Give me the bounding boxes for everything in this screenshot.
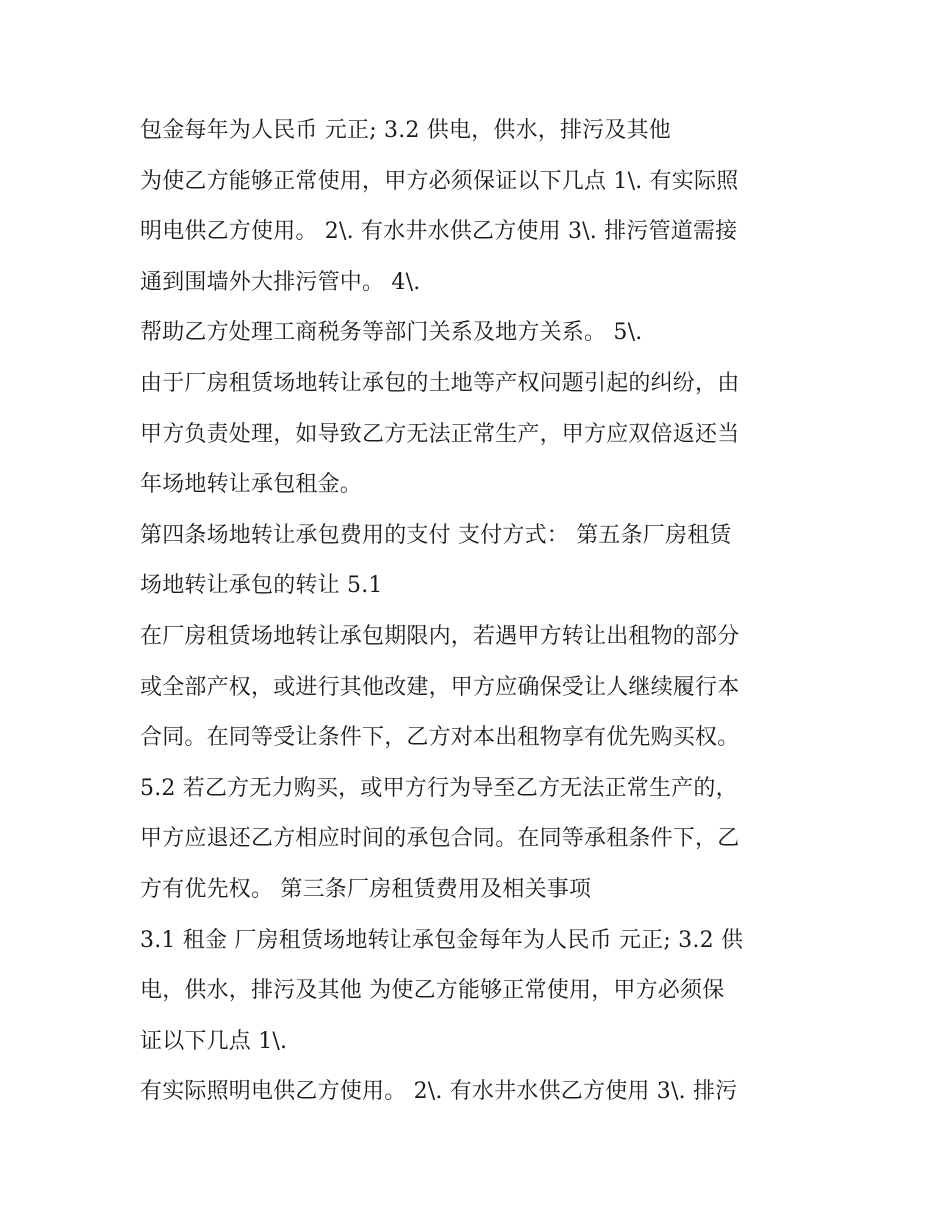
text-line: 为使乙方能够正常使用，甲方必须保证以下几点 1\. 有实际照 <box>140 168 739 194</box>
text-line: 场地转让承包的转让 5.1 <box>140 573 383 599</box>
text-line: 由于厂房租赁场地转让承包的土地等产权问题引起的纠纷，由 <box>140 370 740 396</box>
text-line: 通到围墙外大排污管中。 4\. <box>140 269 421 295</box>
document-body <box>140 106 830 1118</box>
text-line: 5.2 若乙方无力购买，或甲方行为导至乙方无法正常生产的， <box>140 775 738 801</box>
text-line: 帮助乙方处理工商税务等部门关系及地方关系。 5\. <box>140 320 643 346</box>
text-line: 甲方负责处理，如导致乙方无法正常生产，甲方应双倍返还当 <box>140 421 740 447</box>
text-line: 明电供乙方使用。 2\. 有水井水供乙方使用 3\. 排污管道需接 <box>140 219 738 245</box>
text-line: 包金每年为人民币 元正; 3.2 供电，供水，排污及其他 <box>140 118 671 143</box>
text-line: 电，供水，排污及其他 为使乙方能够正常使用，甲方必须保 <box>140 978 725 1004</box>
text-line: 第四条场地转让承包费用的支付 支付方式： 第五条厂房租赁 <box>140 522 732 548</box>
text-line: 合同。在同等受让条件下，乙方对本出租物享有优先购买权。 <box>140 725 740 751</box>
text-line: 有实际照明电供乙方使用。 2\. 有水井水供乙方使用 3\. 排污 <box>140 1079 738 1105</box>
text-line: 年场地转让承包租金。 <box>140 472 363 498</box>
text-line: 3.1 租金 厂房租赁场地转让承包金每年为人民币 元正; 3.2 供 <box>140 927 744 953</box>
text-line: 或全部产权，或进行其他改建，甲方应确保受让人继续履行本 <box>140 674 740 700</box>
text-line: 在厂房租赁场地转让承包期限内，若遇甲方转让出租物的部分 <box>140 623 740 649</box>
text-line: 甲方应退还乙方相应时间的承包合同。在同等承租条件下，乙 <box>140 826 740 852</box>
text-line: 方有优先权。 第三条厂房租赁费用及相关事项 <box>140 876 592 902</box>
text-line: 证以下几点 1\. <box>140 1028 288 1054</box>
